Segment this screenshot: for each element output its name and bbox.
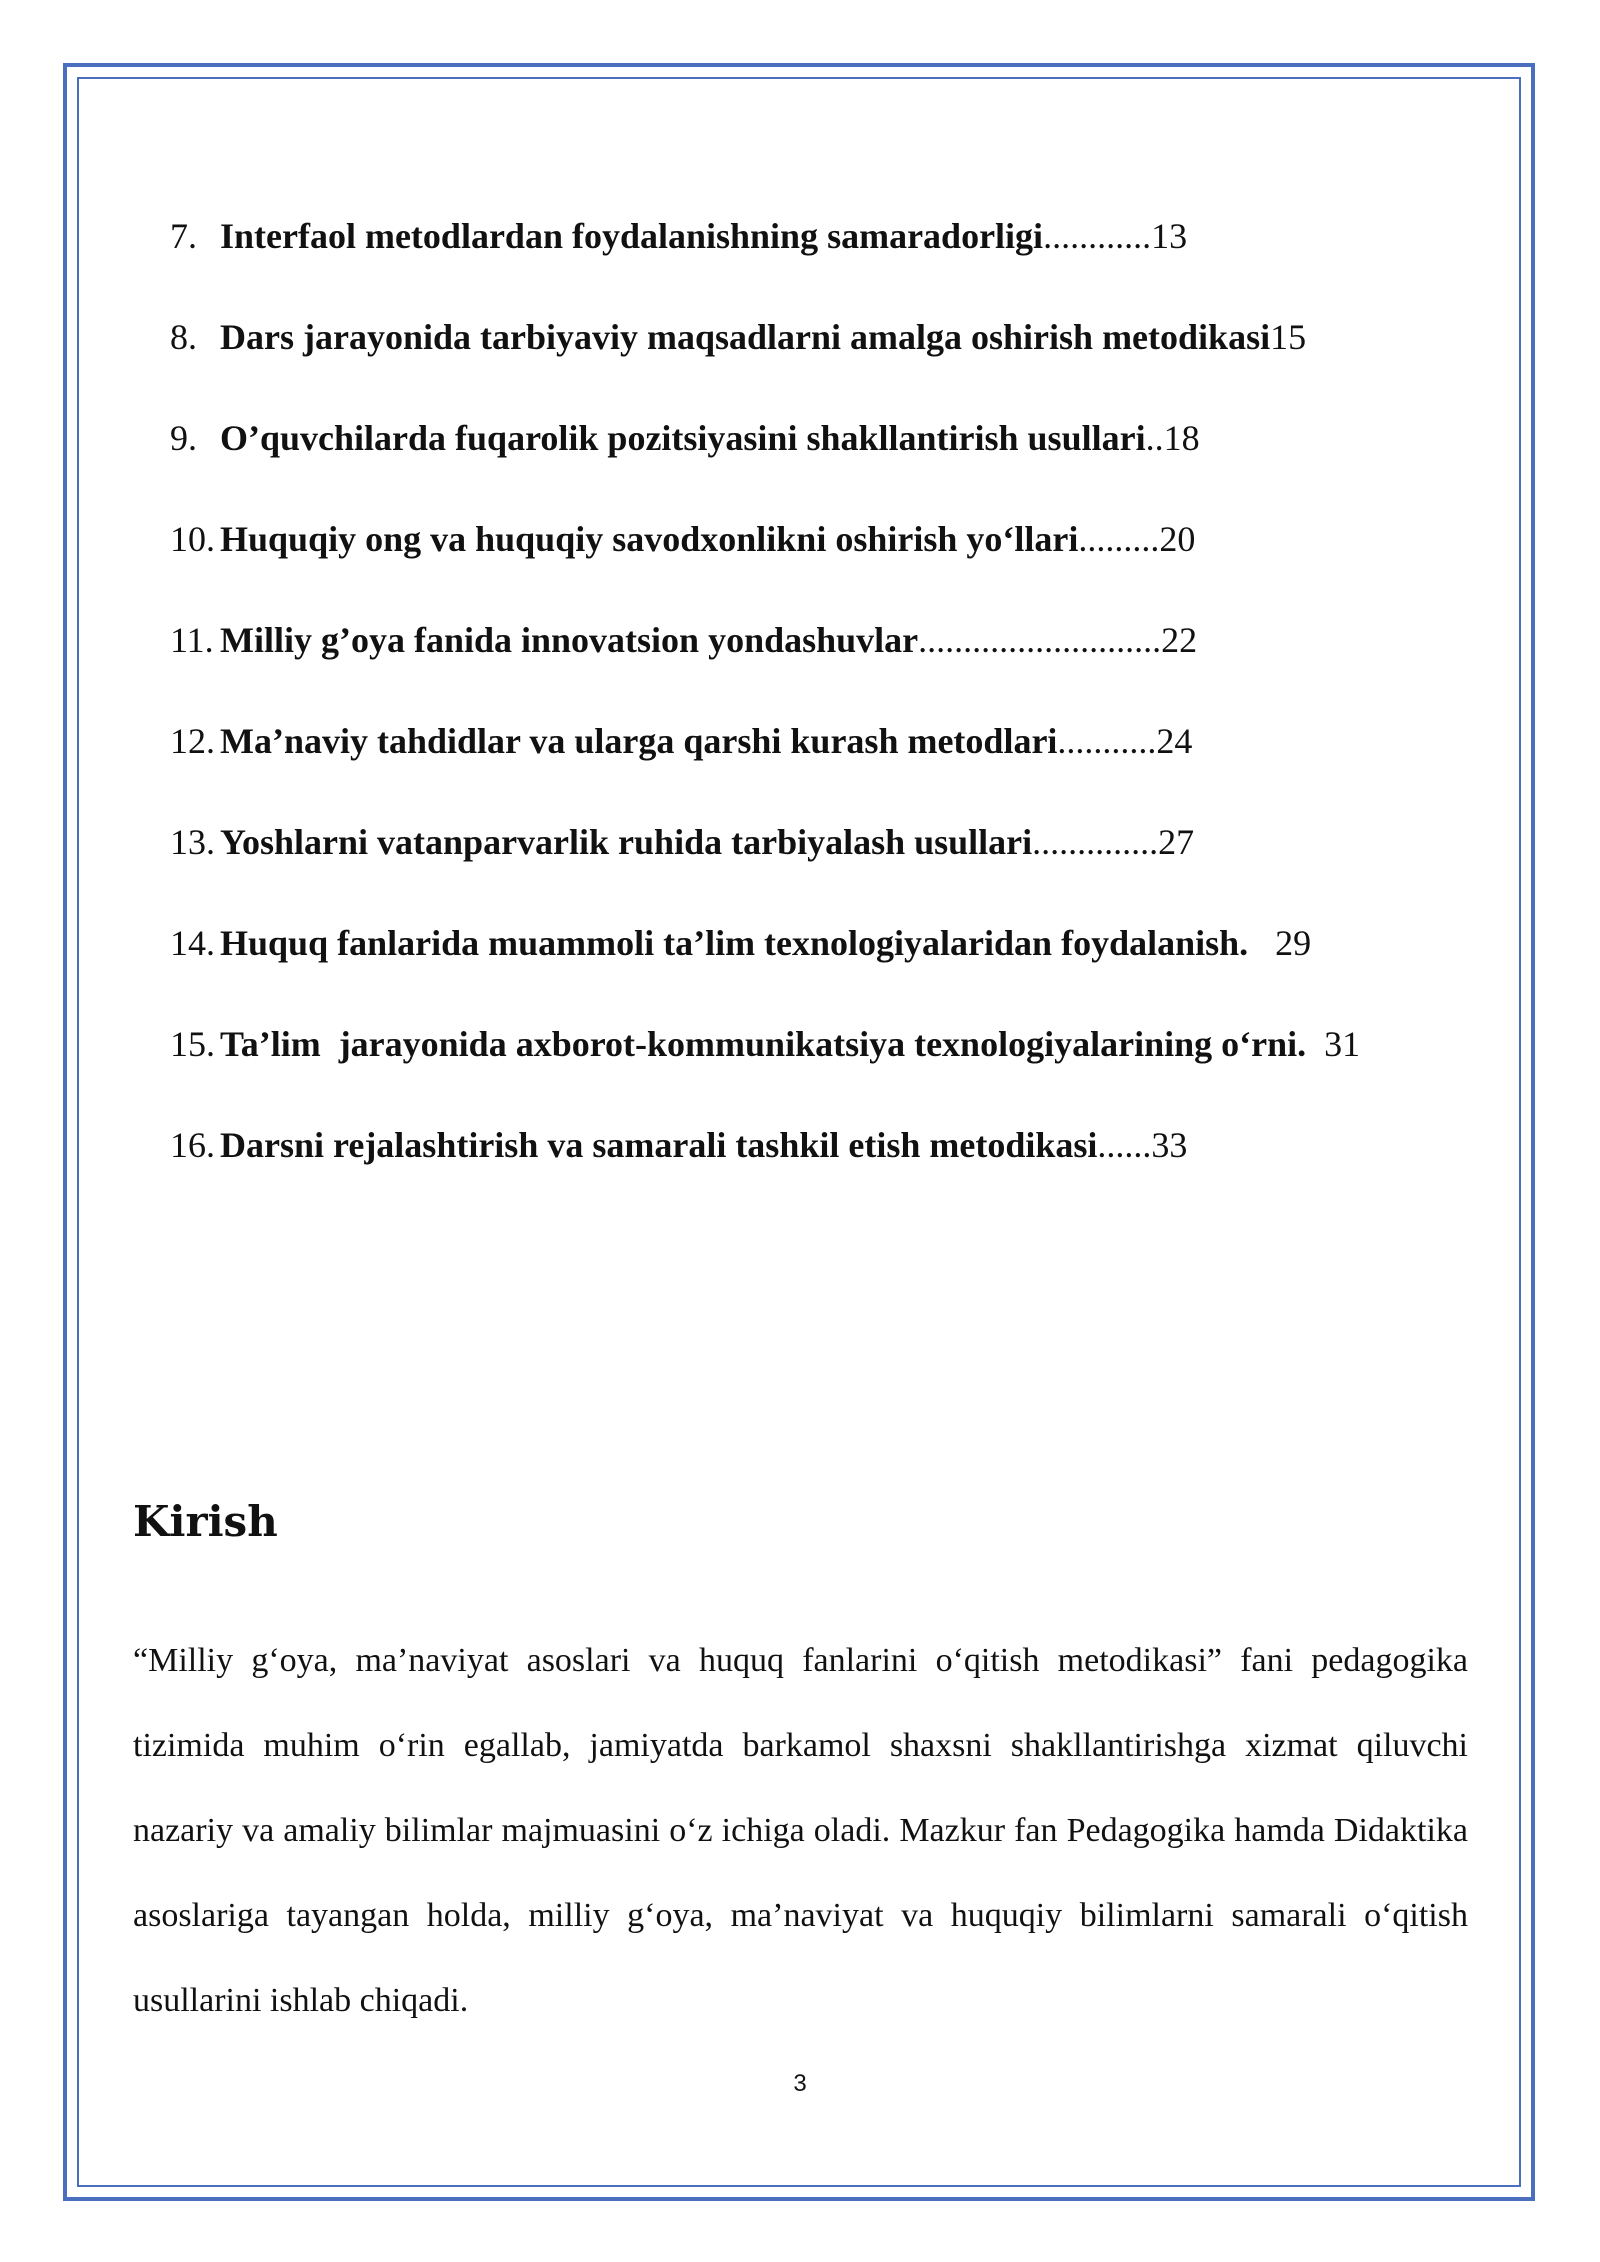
toc-number: 8. (170, 317, 197, 357)
toc-entry[interactable] (170, 814, 1450, 915)
toc-leader (1306, 1024, 1324, 1064)
toc-leader: .............. (1032, 822, 1159, 862)
toc-number: 16. (170, 1125, 215, 1165)
toc-number: 7. (170, 216, 197, 256)
toc-leader: ...... (1097, 1125, 1152, 1165)
toc-leader (1248, 923, 1275, 963)
toc-leader: ........... (1057, 721, 1157, 761)
toc-title: Darsni rejalashtirish va samarali tashkil etish metodikasi (220, 1125, 1098, 1165)
toc-entry[interactable] (170, 915, 1450, 1016)
toc-page-number: 20 (1159, 519, 1196, 559)
toc-entry[interactable] (170, 612, 1450, 713)
toc-title: Yoshlarni vatanparvarlik ruhida tarbiyalash usullari (220, 822, 1033, 862)
toc-entry[interactable] (170, 1016, 1450, 1117)
toc-page-number: 29 (1275, 923, 1312, 963)
toc-number: 13. (170, 822, 215, 862)
toc-number: 11. (170, 620, 214, 660)
intro-paragraph: “Milliy g‘oya, ma’naviyat asoslari va huquq fanlarini o‘qitish metodikasi” fani pedagogika tizimida muhim o‘rin egallab, jamiyatda barkamol shaxsni shakllantirishga xizmat qiluvchi nazariy va amaliy bilimlar majmuasini o‘z ichiga oladi. Mazkur fan Pedagogika hamda Didaktika asoslariga tayangan holda, milliy g‘oya, ma’naviyat va huquqiy bilimlarni samarali o‘qitish usullarini ishlab chiqadi. (133, 1642, 1468, 2019)
toc-title: Interfaol metodlardan foydalanishning samaradorligi (220, 216, 1044, 256)
page-number: 3 (793, 2070, 807, 2097)
toc-entry[interactable] (170, 410, 1450, 511)
toc-title: O’quvchilarda fuqarolik pozitsiyasini shakllantirish usullari (220, 418, 1146, 458)
toc-page-number: 27 (1158, 822, 1195, 862)
toc-title: Milliy g’oya fanida innovatsion yondashuvlar (220, 620, 919, 660)
toc-page-number: 13 (1151, 216, 1188, 256)
toc-title: Ma’naviy tahdidlar va ularga qarshi kurash metodlari (220, 721, 1058, 761)
toc-number: 10. (170, 519, 215, 559)
toc-title: Dars jarayonida tarbiyaviy maqsadlarni amalga oshirish metodikasi (220, 317, 1271, 357)
toc-page-number: 33 (1151, 1125, 1188, 1165)
toc-number: 9. (170, 418, 197, 458)
toc-title: Huquq fanlarida muammoli ta’lim texnologiyalaridan foydalanish. (220, 923, 1249, 963)
toc-leader: ............ (1043, 216, 1152, 256)
toc-number: 12. (170, 721, 215, 761)
toc-entry[interactable] (170, 309, 1450, 410)
toc-page-number: 31 (1324, 1024, 1361, 1064)
toc-page-number: 18 (1163, 418, 1200, 458)
toc-entry[interactable] (170, 208, 1450, 309)
toc-leader: .. (1145, 418, 1164, 458)
toc-number: 14. (170, 923, 215, 963)
section-heading: Kirish (133, 1497, 278, 1546)
toc-leader: ......... (1078, 519, 1160, 559)
toc-leader: ........................... (918, 620, 1162, 660)
toc-title: Huquqiy ong va huquqiy savodxonlikni oshirish yo‘llari (220, 519, 1079, 559)
toc-title: Ta’lim jarayonida axborot-kommunikatsiya texnologiyalarining o‘rni. (220, 1024, 1307, 1064)
toc-entry[interactable] (170, 511, 1450, 612)
toc-entry[interactable] (170, 1117, 1450, 1218)
table-of-contents (170, 208, 1450, 1218)
toc-page-number: 24 (1156, 721, 1193, 761)
toc-page-number: 15 (1270, 317, 1307, 357)
toc-entry[interactable] (170, 713, 1450, 814)
toc-number: 15. (170, 1024, 215, 1064)
toc-page-number: 22 (1161, 620, 1198, 660)
